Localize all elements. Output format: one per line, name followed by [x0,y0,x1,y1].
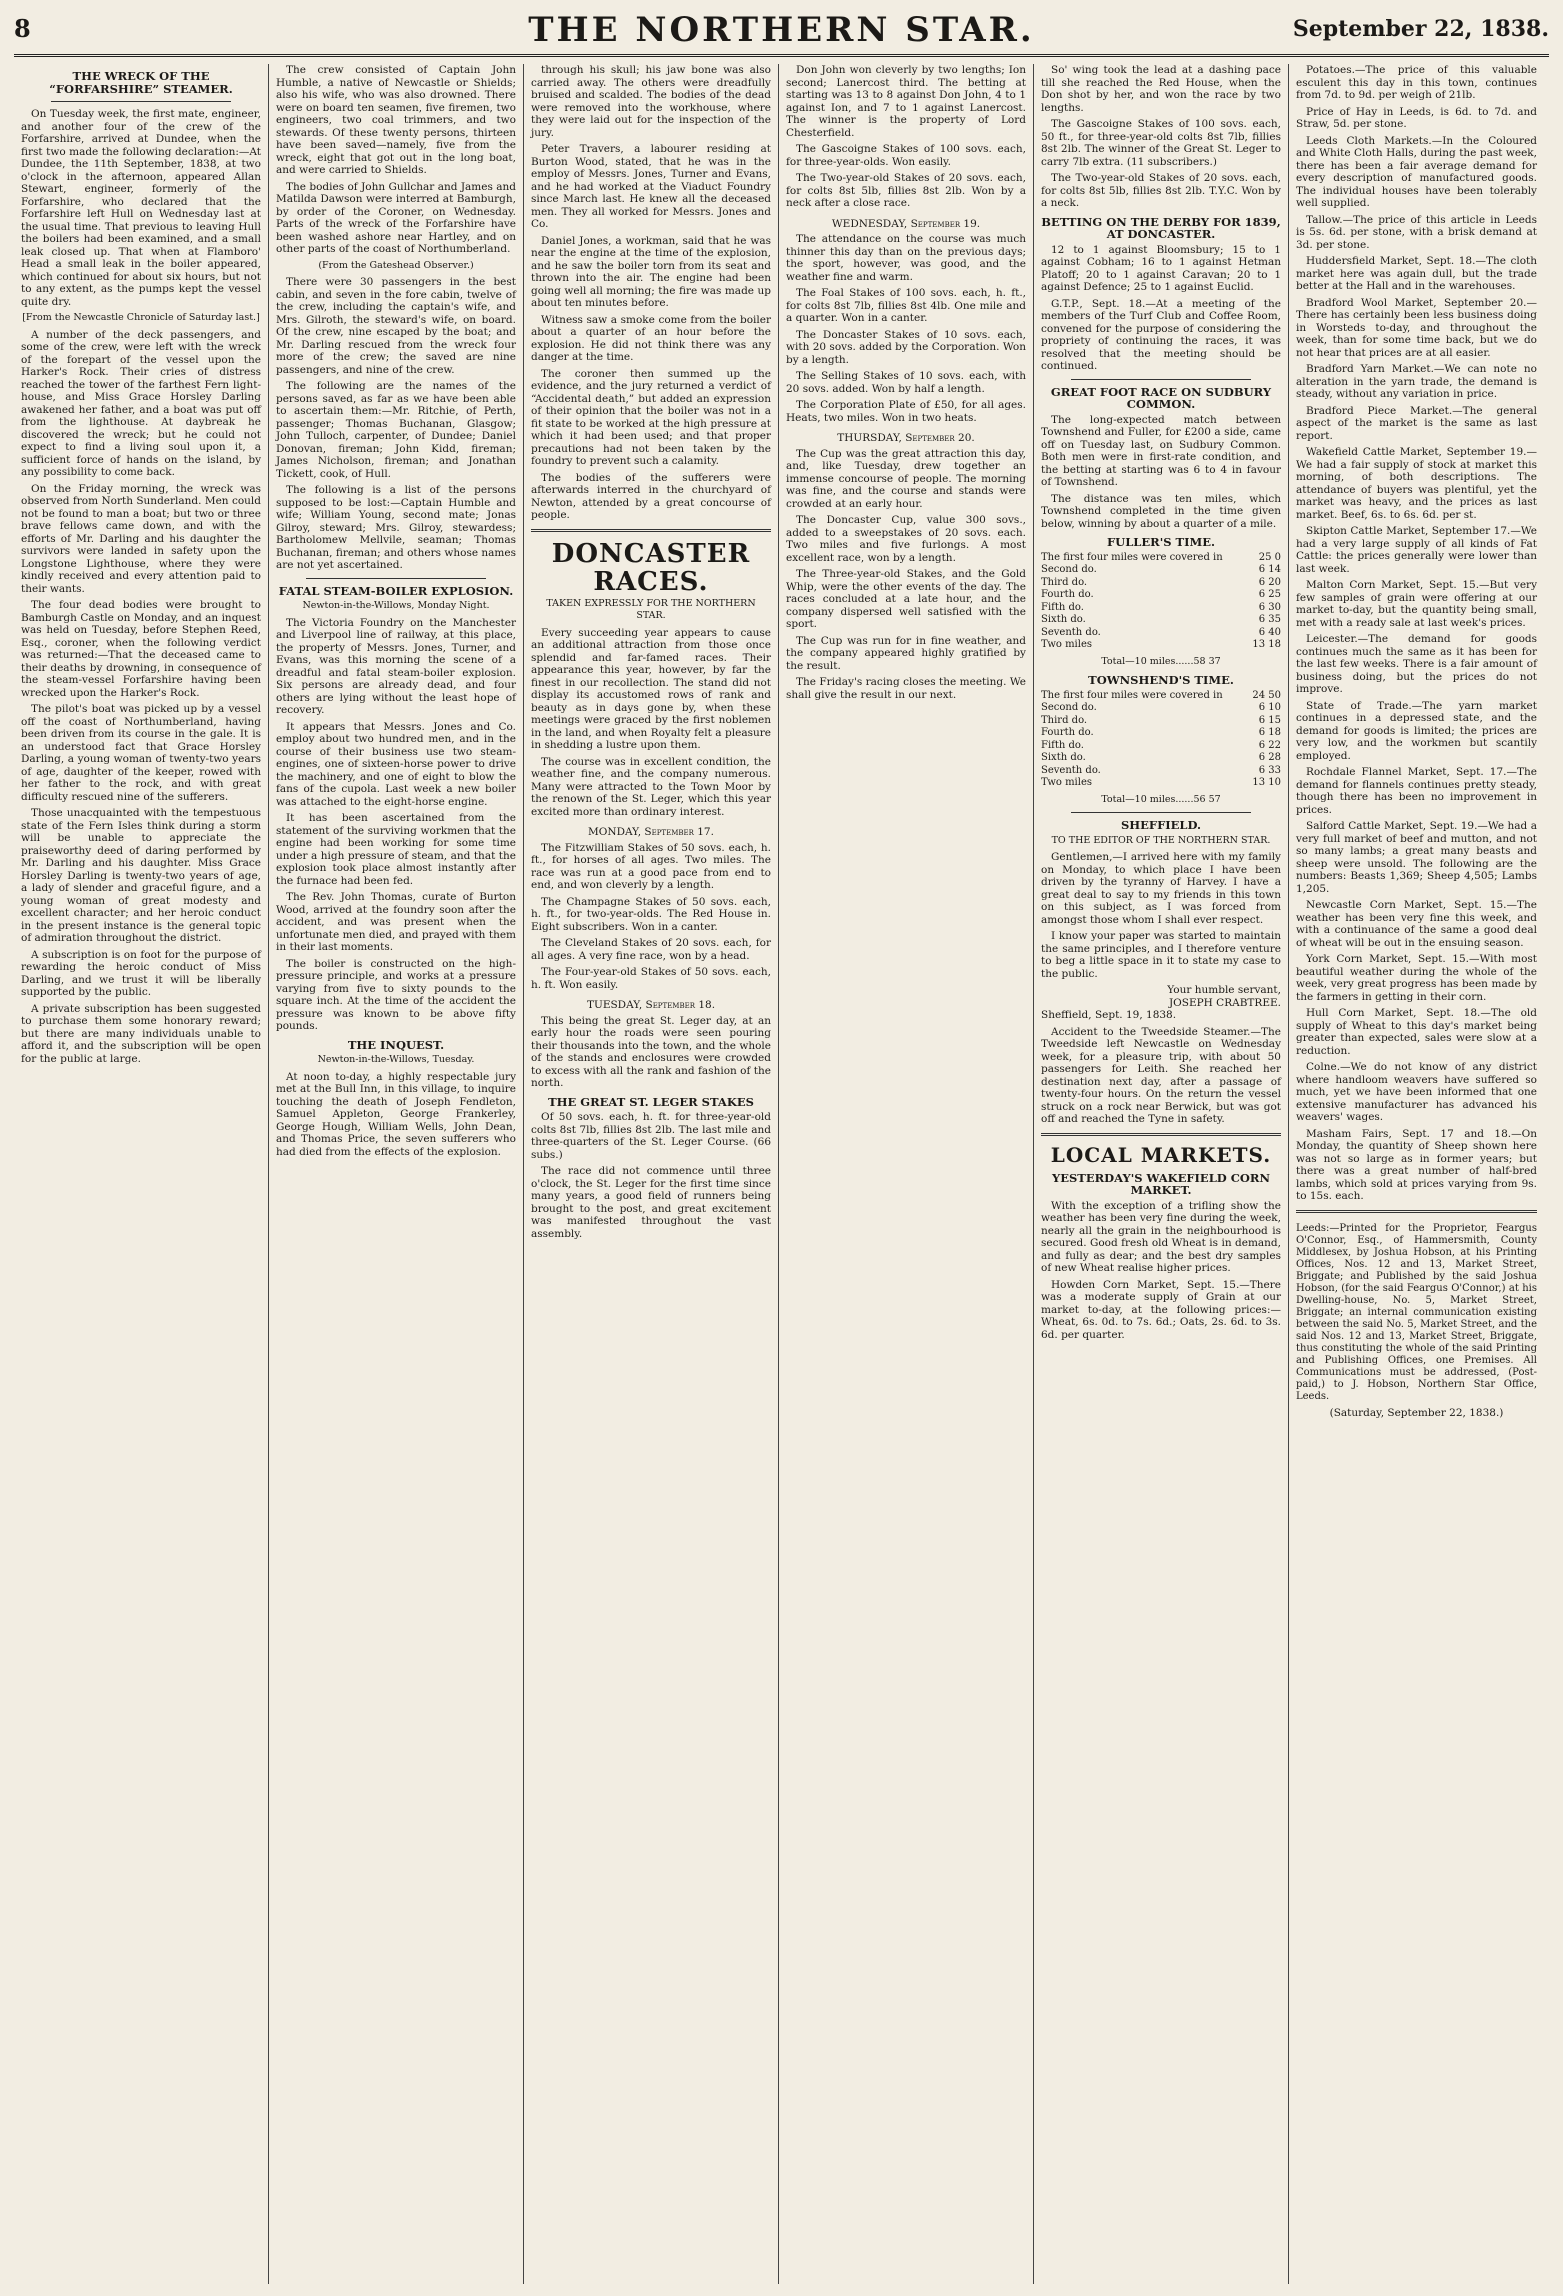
headline-explosion: FATAL STEAM-BOILER EXPLOSION. [278,583,514,598]
headline-wreck: THE WRECK OF THE “FORFARSHIRE” STEAMER. [49,69,233,96]
dateline: Newton-in-the-Willows, Tuesday. [317,1054,475,1065]
time-row-value: 6 18 [1258,727,1281,738]
paragraph: On Tuesday week, the first mate, engineer, and another four of the crew of the Forfarshire, arrived at Dundee, when the first two made the following declaration:—At Dundee, the 11th September, 1838, at two o'clock in the afternoon, appeared Allan Stewart, engineer, formerly of the Forfarshire, who declared that the Forfarshire left Hull on Wednesday last at the usual time. That previous to leaving Hull the boilers had been examined, and a small leak closed up. That when at Flamboro' Head a small leak in the boiler appeared, which continued for about six hours, but not to any extent, as the pumps kept the vessel quite dry. [21,108,261,308]
paragraph: The course was in excellent condition, the weather fine, and the company numerous. Many were attracted to the Town Moor by the renown of the St. Leger, which this year excited more than ordinary interest. [531,755,771,818]
time-row-value: 6 15 [1258,714,1281,726]
paragraph: The Champagne Stakes of 50 sovs. each, h. ft., for two-year-olds. The Red House in. Eight subscribers. Won in a canter. [531,895,771,933]
time-row-value: 6 14 [1258,564,1281,575]
paragraph: The coroner then summed up the evidence, and the jury returned a verdict of “Accidental death,” but added an expression of their opinion that the boiler was not in a fit state to be worked at the high pressure at which it had been used; and that proper precautions had not been taken by the foundry to prevent such a calamity. [531,367,771,467]
paragraph: Skipton Cattle Market, September 17.—We had a very large supply of all kinds of Fat Cattle: the prices generally were lower than last week. [1296,525,1537,575]
paragraph: Leicester.—The demand for goods continues much the same as it has been for the last few weeks. There is a fair amount of business doing, but the prices do not improve. [1296,633,1537,695]
time-row [1041,577,1281,590]
paragraph: Colne.—We do not know of any district where handloom weavers have suffered so much, yet we have been informed that one extensive manufacturer has advanced his weavers' wages. [1296,1061,1537,1123]
column-5 [1034,64,1289,2284]
column-4 [779,64,1034,2284]
time-row-label: Seventh do. [1041,764,1101,776]
divider [1071,812,1251,813]
paragraph: The Selling Stakes of 10 sovs. each, with 20 sovs. added. Won by half a length. [786,370,1026,395]
time-row-value: 6 40 [1258,626,1281,638]
paragraph: The four dead bodies were brought to Bamburgh Castle on Monday, and an inquest was held on Tuesday, before Stephen Reed, Esq., coroner, when the following verdict was returned:—That the deceased came to their deaths by drowning, in consequence of the steam-vessel Forfarshire having been wrecked upon the Harker's Rock. [21,599,261,699]
signature-name: JOSEPH CRABTREE. [1168,996,1281,1009]
time-row-label: Fifth do. [1041,601,1084,613]
time-row [1041,639,1281,652]
day-heading: WEDNESDAY, September 19. [831,217,981,230]
time-row-label: Third do. [1041,714,1088,726]
issue-date: September 22, 1838. [1292,16,1549,42]
paragraph: Hull Corn Market, Sept. 18.—The old supply of Wheat to this day's market being greater than expected, sales were slow at a reduction. [1296,1007,1537,1057]
paragraph: The pilot's boat was picked up by a vessel off the coast of Northumberland, having been driven from its course in the gale. It is an understood fact that Grace Horsley Darling, a young woman of twenty-two years of age, daughter of the keeper, rowed with her father to the rock, and with great difficulty rescued nine of the sufferers. [21,703,261,803]
time-row-value: 24 50 [1252,689,1281,701]
paragraph: The Corporation Plate of £50, for all ages. Heats, two miles. Won in two heats. [786,399,1026,424]
divider [531,529,771,532]
headline-inquest: THE INQUEST. [347,1037,445,1052]
time-row-value: 13 18 [1252,639,1281,650]
paragraph: Potatoes.—The price of this valuable esculent this day in this town, continues from 7d. to 9d. per weigh of 21lb. [1296,64,1537,101]
paragraph: through his skull; his jaw bone was also carried away. The others were dreadfully bruised and scalded. The bodies of the dead were removed into the workhouse, where they were laid out for the inspection of the jury. [531,64,771,139]
time-row-value: 6 30 [1258,601,1281,613]
time-row [1041,702,1281,715]
time-row [1041,740,1281,753]
fuller-total: Total—10 miles......58 37 [1101,655,1221,667]
masthead [14,8,1549,57]
paragraph: The Rev. John Thomas, curate of Burton Wood, arrived at the foundry soon after the accident, and was present when the unfortunate men died, and prayed with them in their last moments. [276,891,516,953]
time-row [1041,552,1281,565]
headline-local-markets: LOCAL MARKETS. [1050,1142,1272,1167]
paragraph: The bodies of John Gullchar and James and Matilda Dawson were interred at Bamburgh, by order of the Coroner, on Wednesday. Parts of the wreck of the Forfarshire have been washed ashore near Hartley, and on other parts of the coast of Northumberland. [276,180,516,255]
columns [14,64,1549,2284]
time-row-value: 6 35 [1258,614,1281,625]
time-row-label: The first four miles were covered in [1041,551,1223,563]
column-1 [14,64,269,2284]
paragraph: The long-expected match between Townshend and Fuller, for £200 a side, came off on Tuesday last, on Sudbury Common. Both men were in first-rate condition, and the betting at starting was 6 to 4 in favour of Townshend. [1041,413,1281,488]
paragraph: The distance was ten miles, which Townshend completed in the time given below, winning by about a quarter of a mile. [1041,492,1281,530]
time-row-value: 6 10 [1258,702,1281,713]
paragraph: The following is a list of the persons supposed to be lost:—Captain Humble and wife; William Young, second mate; Jonas Gilroy, steward; Mrs. Gilroy, stewardess; Bartholomew Mellvile, seaman; Thomas Buchanan, fireman; and others whose names are not yet ascertained. [276,484,516,571]
paragraph: The Cleveland Stakes of 20 sovs. each, for all ages. A very fine race, won by a head. [531,937,771,962]
divider [306,578,486,579]
time-row-label: Sixth do. [1041,614,1086,625]
paragraph: Price of Hay in Leeds, is 6d. to 7d. and Straw, 5d. per stone. [1296,105,1537,130]
paragraph: Witness saw a smoke come from the boiler about a quarter of an hour before the explosion. He did not think there was any danger at the time. [531,313,771,363]
time-row-label: Seventh do. [1041,626,1101,638]
paragraph: York Corn Market, Sept. 15.—With most beautiful weather during the whole of the week, very great progress has been made by the farmers in getting in their corn. [1296,953,1537,1003]
paragraph: The Three-year-old Stakes, and the Gold Whip, were the other events of the day. The races concluded at a late hour, and the company dispersed well satisfied with the sport. [786,568,1026,630]
imprint-date: (Saturday, September 22, 1838.) [1329,1406,1504,1419]
paragraph: 12 to 1 against Bloomsbury; 15 to 1 against Cobham; 16 to 1 against Hetman Platoff; 20 to 1 against Caravan; 20 to 1 against Defence; 25 to 1 against Euclid. [1041,243,1281,293]
paragraph: A private subscription has been suggested to purchase them some honorary reward; but there are many individuals unable to afford it, and the subscription will be open for the public at large. [21,1002,261,1065]
time-row-value: 6 20 [1258,576,1281,588]
paragraph: Daniel Jones, a workman, said that he was near the engine at the time of the explosion, and he saw the boiler torn from its seat and thrown into the air. The engine had been going well all morning; the fire was made up about ten minutes before. [531,234,771,309]
time-row [1041,602,1281,615]
paragraph: The race did not commence until three o'clock, the St. Leger for the first time since many years, a good field of runners being brought to the post, and great excitement was manifested throughout the vast assembly. [531,1165,771,1240]
headline-doncaster: DONCASTER RACES. [551,538,751,597]
divider [1041,1133,1281,1136]
time-row-value: 6 33 [1258,764,1281,776]
subheadline: TAKEN EXPRESSLY FOR THE NORTHERN STAR. [546,597,756,621]
paragraph: The bodies of the sufferers were afterwards interred in the churchyard of Newton, attended by a great concourse of people. [531,471,771,521]
paragraph: Of 50 sovs. each, h. ft. for three-year-old colts 8st 7lb, fillies 8st 2lb. The last mile and three-quarters of the St. Leger Course. (66 subs.) [531,1111,771,1161]
fuller-times-table [1041,552,1281,652]
paragraph: Accident to the Tweedside Steamer.—The Tweedside left Newcastle on Wednesday week, for a pleasure trip, with about 50 passengers for Leith. She reached her destination next day, after a passage of twenty-four hours. On the return the vessel struck on a rock near Berwick, but was got off and reached the Tyne in safety. [1041,1025,1281,1125]
paragraph: Gentlemen,—I arrived here with my family on Monday, to which place I have been driven by the tyranny of Harvey. I have a great deal to say to my friends in this town on this subject, as I was forced from amongst those whom I shall ever respect. [1041,851,1281,926]
dateline: Newton-in-the-Willows, Monday Night. [302,600,490,611]
paragraph: The Gascoigne Stakes of 100 sovs. each, 50 ft., for three-year-old colts 8st 7lb, fillies 8st 2lb. The winner of the Great St. Leger to carry 7lb extra. (11 subscribers.) [1041,118,1281,168]
townshend-time-heading: TOWNSHEND'S TIME. [1088,673,1234,687]
paragraph: Malton Corn Market, Sept. 15.—But very few samples of grain were offering at our market to-day, but the quantity being small, met with a ready sale at last week's prices. [1296,579,1537,629]
divider [1296,1210,1537,1213]
time-row-label: Two miles [1041,777,1093,788]
page-number: 8 [14,14,31,43]
headline-st-leger: THE GREAT ST. LEGER STAKES [548,1094,754,1109]
paragraph: The Four-year-old Stakes of 50 sovs. each, h. ft. Won easily. [531,966,771,991]
column-2 [269,64,524,2284]
time-row-value: 6 25 [1258,589,1281,600]
paragraph: Howden Corn Market, Sept. 15.—There was a moderate supply of Grain at our market to-day, at the following prices:—Wheat, 6s. 0d. to 7s. 6d.; Oats, 2s. 6d. to 3s. 6d. per quarter. [1041,1278,1281,1341]
time-row [1041,627,1281,640]
signature-place-date: Sheffield, Sept. 19, 1838. [1041,1009,1177,1021]
headline-foot-race: GREAT FOOT RACE ON SUDBURY COMMON. [1050,384,1272,411]
divider [1071,379,1251,380]
time-row-value: 25 0 [1258,551,1281,563]
time-row [1041,715,1281,728]
headline-wakefield: YESTERDAY'S WAKEFIELD CORN MARKET. [1052,1170,1270,1197]
day-heading: TUESDAY, September 18. [586,999,716,1011]
paragraph: Bradford Yarn Market.—We can note no alteration in the yarn trade, the demand is steady, without any variation in price. [1296,363,1537,400]
time-row-label: Fourth do. [1041,589,1094,600]
source-note: (From the Gateshead Observer.) [318,259,474,271]
paragraph: I know your paper was started to maintain the same principles, and I therefore venture to beg a little space in it to state my case to the public. [1041,930,1281,980]
fuller-time-heading: FULLER'S TIME. [1107,535,1215,549]
paragraph: The Foal Stakes of 100 sovs. each, h. ft., for colts 8st 7lb, fillies 8st 4lb. One mile and a quarter. Won in a canter. [786,287,1026,324]
time-row [1041,614,1281,627]
paragraph: Peter Travers, a labourer residing at Burton Wood, stated, that he was in the employ of Messrs. Jones, Turner and Evans, and he had worked at the Viaduct Foundry since March last. He knew all the deceased men. They all worked for Messrs. Jones and Co. [531,143,771,230]
time-row-label: Fourth do. [1041,727,1094,738]
time-row-label: Second do. [1041,564,1097,575]
time-row-label: The first four miles were covered in [1041,689,1223,701]
time-row [1041,752,1281,765]
time-row [1041,765,1281,778]
time-row-value: 6 22 [1258,739,1281,751]
paragraph: G.T.P., Sept. 18.—At a meeting of the members of the Turf Club and Coffee Room, convened for the purpose of considering the propriety of continuing the races, it was resolved that the meeting should be continued. [1041,297,1281,372]
paragraph: A subscription is on foot for the purpose of rewarding the heroic conduct of Miss Darling, and we trust it will be liberally supported by the public. [21,948,261,998]
paragraph: With the exception of a trifling show the weather has been very fine during the week, nearly all the grain in the neighbourhood is secured. Good fresh old Wheat is in demand, and fully as dear; and the best dry samples of new Wheat realise higher prices. [1041,1199,1281,1274]
paragraph: On the Friday morning, the wreck was observed from North Sunderland. Men could not be found to man a boat; but two or three brave fellows came down, and with the efforts of Mr. Darling and his daughter the survivors were landed in safety upon the Longstone Lighthouse, where they were kindly received and every attention paid to their wants. [21,482,261,595]
paragraph: The Friday's racing closes the meeting. We shall give the result in our next. [786,676,1026,701]
paragraph: The Fitzwilliam Stakes of 50 sovs. each, h. ft., for horses of all ages. Two miles. The race was run at a good pace from end to end, and won cleverly by a length. [531,841,771,891]
time-row [1041,727,1281,740]
paragraph: The Cup was the great attraction this day, and, like Tuesday, drew together an immense concourse of people. The morning was fine, and the course and stands were crowded at an early hour. [786,447,1026,510]
subheadline: TO THE EDITOR OF THE NORTHERN STAR. [1051,834,1271,846]
divider [51,101,231,102]
paragraph: A number of the deck passengers, and some of the crew, were left with the wreck of the forepart of the vessel upon the Harker's Rock. Their cries of distress reached the tower of the farthest Fern light-house, and Miss Grace Horsley Darling awakened her father, and a boat was put off from the lighthouse. At daybreak he discovered the wreck; but he could not expect to find a living soul upon it, a sufficient force of hands on the island, by any possibility to come back. [21,328,261,478]
time-row [1041,777,1281,790]
time-row-label: Sixth do. [1041,752,1086,763]
column-3 [524,64,779,2284]
paragraph: The crew consisted of Captain John Humble, a native of Newcastle or Shields; also his wife, who was also drowned. There were on board ten seamen, five firemen, two engineers, two coal trimmers, and two stewards. Of these twenty persons, thirteen have been saved—namely, five from the wreck, eight that got out in the long boat, and were carried to Shields. [276,64,516,176]
paragraph: Wakefield Cattle Market, September 19.—We had a fair supply of stock at market this morning, of both descriptions. The attendance of buyers was plentiful, yet the market was heavy, and the prices as last market. Beef, 6s. to 6s. 6d. per st. [1296,446,1537,521]
paragraph: Salford Cattle Market, Sept. 19.—We had a very full market of beef and mutton, and not so many lambs; a great many beasts and sheep were unsold. The following are the numbers: Beasts 1,369; Sheep 4,505; Lambs 1,205. [1296,820,1537,895]
paragraph: Leeds Cloth Markets.—In the Coloured and White Cloth Halls, during the past week, there has been a fair average demand for every description of manufactured goods. The individual houses have been tolerably well supplied. [1296,134,1537,209]
paragraph: Newcastle Corn Market, Sept. 15.—The weather has been very fine this week, and with a continuance of the same a good deal of wheat will be out in the ensuing season. [1296,899,1537,949]
paragraph: At noon to-day, a highly respectable jury met at the Bull Inn, in this village, to inquire touching the death of Joseph Fendleton, Samuel Appleton, George Frankerley, George Hough, William Wells, John Dean, and Thomas Price, the seven sufferers who had died from the effects of the explosion. [276,1070,516,1158]
time-row [1041,690,1281,703]
printer-imprint: Leeds:—Printed for the Proprietor, Feargus O'Connor, Esq., of Hammersmith, County Middlesex, by Joshua Hobson, at his Printing Offices, Nos. 12 and 13, Market Street, Briggate; and Published by the said Joshua Hobson, (for the said Feargus O'Connor,) at his Dwelling-house, No. 5, Market Street, Briggate; an internal communication existing between the said No. 5, Market Street, and the said Nos. 12 and 13, Market Street, Briggate, thus constituting the whole of the said Printing and Publishing Offices, one Premises. All Communications must be addressed, (Post-paid,) to J. Hobson, Northern Star Office, Leeds. [1296,1222,1537,1402]
signoff: Your humble servant, [1167,984,1281,996]
paragraph: Bradford Wool Market, September 20.—There has certainly been less business doing in Worsteds to-day, and throughout the week, than for some time back, but we do not hear that prices are at all easier. [1296,296,1537,359]
time-row [1041,564,1281,577]
paragraph: The boiler is constructed on the high-pressure principle, and works at a pressure varying from five to sixty pounds to the square inch. At the time of the accident the pressure was known to be above fifty pounds. [276,957,516,1032]
paragraph: Rochdale Flannel Market, Sept. 17.—The demand for flannels continues pretty steady, though there has been no improvement in prices. [1296,766,1537,816]
paragraph: The Two-year-old Stakes of 20 sovs. each, for colts 8st 5lb, fillies 8st 2lb. Won by a neck after a close race. [786,172,1026,209]
newspaper-title: THE NORTHERN STAR. [528,10,1035,50]
paragraph: State of Trade.—The yarn market continues in a depressed state, and the demand for goods is limited; the prices are very low, and the workmen but scantily employed. [1296,699,1537,762]
paragraph: Bradford Piece Market.—The general aspect of the market is the same as last report. [1296,404,1537,442]
paragraph: This being the great St. Leger day, at an early hour the roads were seen pouring their thousands into the town, and the whole of the stands and enclosures were crowded to excess with all the rank and fashion of the north. [531,1014,771,1089]
time-row [1041,589,1281,602]
paragraph: The Doncaster Stakes of 10 sovs. each, with 20 sovs. added by the Corporation. Won by a length. [786,328,1026,366]
headline-sheffield: SHEFFIELD. [1120,818,1202,832]
paragraph: The attendance on the course was much thinner this day than on the previous days; the sport, however, was good, and the weather fine and warm. [786,233,1026,283]
paragraph: Masham Fairs, Sept. 17 and 18.—On Monday, the quantity of Sheep shown here was not so large as in former years; but there was a great number of half-bred lambs, which sold at prices varying from 9s. to 15s. each. [1296,1127,1537,1202]
paragraph: Don John won cleverly by two lengths; Ion second; Lanercost third. The betting at starting was 13 to 8 against Don John, 4 to 1 against Ion, and 7 to 1 against Lanercost. The winner is the property of Lord Chesterfield. [786,64,1026,139]
headline-betting: BETTING ON THE DERBY FOR 1839, AT DONCASTER. [1041,214,1281,241]
paragraph: The Gascoigne Stakes of 100 sovs. each, for three-year-olds. Won easily. [786,143,1026,168]
time-row-value: 13 10 [1252,777,1281,788]
paragraph: The following are the names of the persons saved, as far as we have been able to ascertain them:—Mr. Ritchie, of Perth, passenger; Thomas Buchanan, Glasgow; John Tulloch, carpenter, of Dundee; Daniel Donovan, fireman; John Kidd, fireman; James Nicholson, fireman; and Jonathan Tickett, cook, of Hull. [276,380,516,480]
time-row-label: Second do. [1041,702,1097,713]
paragraph: Huddersfield Market, Sept. 18.—The cloth market here was again dull, but the trade better at the Hall and in the warehouses. [1296,255,1537,292]
paragraph: Those unacquainted with the tempestuous state of the Fern Isles think during a storm will be unable to appreciate the praiseworthy deed of daring performed by Mr. Darling and his daughter. Miss Grace Horsley Darling is twenty-two years of age, a lady of slender and graceful figure, and a young woman of great modesty and excellent character; and her heroic conduct in the present instance is the general topic of admiration throughout the district. [21,807,261,944]
paragraph: Tallow.—The price of this article in Leeds is 5s. 6d. per stone, with a brisk demand at 3d. per stone. [1296,213,1537,251]
day-heading: MONDAY, September 17. [588,826,714,838]
day-heading: THURSDAY, September 20. [837,432,975,444]
paragraph: It has been ascertained from the statement of the surviving workmen that the engine had been working for some time under a high pressure of steam, and that the explosion took place almost instantly after the furnace had been fed. [276,812,516,887]
paragraph: The Cup was run for in fine weather, and the company appeared highly gratified by the result. [786,634,1026,672]
time-row-label: Two miles [1041,639,1093,650]
paragraph: Every succeeding year appears to cause an additional attraction from those once splendid and far-famed races. Their appearance this year, however, by far the finest in our recollection. The stand did not display its accustomed rows of rank and beauty as in days gone by, when these meetings were graced by the first noblemen in the land, and when Royalty felt a pleasure in shedding a lustre upon them. [531,626,771,751]
time-row-label: Third do. [1041,576,1088,588]
time-row-label: Fifth do. [1041,739,1084,751]
paragraph: It appears that Messrs. Jones and Co. employ about two hundred men, and in the course of their business use two steam-engines, one of sixteen-horse power to drive the machinery, and one of eight to blow the fans of the cupola. Last week a new boiler was attached to the eight-horse engine. [276,720,516,808]
paragraph: The Two-year-old Stakes of 20 sovs. each, for colts 8st 5lb, fillies 8st 2lb. T.Y.C. Won by a neck. [1041,172,1281,209]
source-note: [From the Newcastle Chronicle of Saturday last.] [22,312,260,323]
time-row-value: 6 28 [1258,752,1281,763]
paragraph: The Victoria Foundry on the Manchester and Liverpool line of railway, at this place, the property of Messrs. Jones, Turner, and Evans, was this morning the scene of a dreadful and fatal steam-boiler explosion. Six persons are already dead, and four others are lying without the least hope of recovery. [276,616,516,716]
townshend-total: Total—10 miles......56 57 [1101,793,1221,805]
paragraph: So' wing took the lead at a dashing pace till she reached the Red House, when the Don shot by her, and won the race by two lengths. [1041,64,1281,114]
paragraph: The Doncaster Cup, value 300 sovs., added to a sweepstakes of 20 sovs. each. Two miles and five furlongs. A most excellent race, won by a length. [786,514,1026,564]
townshend-times-table [1041,690,1281,790]
newspaper-page [14,8,1549,2288]
paragraph: There were 30 passengers in the best cabin, and seven in the fore cabin, twelve of the crew, including the captain's wife, and Mrs. Gilroth, the steward's wife, on board. Of the crew, nine escaped by the boat; and Mr. Darling rescued from the wreck four more of the crew; the saved are nine passengers, and nine of the crew. [276,276,516,376]
column-6 [1289,64,1544,2284]
